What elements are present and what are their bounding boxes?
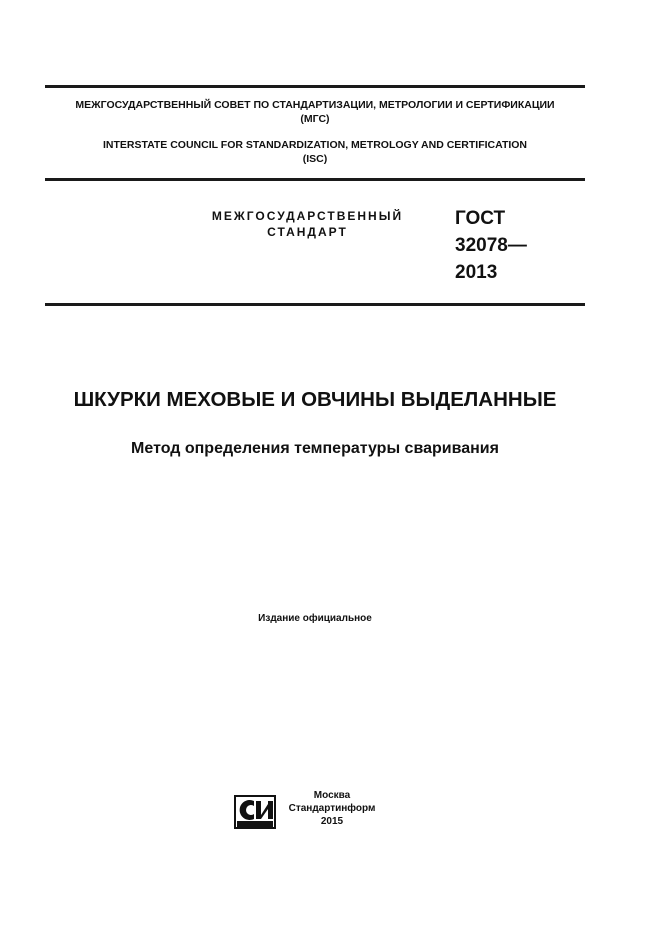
standartinform-logo-icon bbox=[234, 795, 276, 829]
standard-kind-line1: МЕЖГОСУДАРСТВЕННЫЙ bbox=[211, 209, 404, 223]
publisher-city: Москва bbox=[313, 790, 351, 801]
header-rule bbox=[45, 303, 585, 306]
gost-number: 32078— bbox=[455, 235, 527, 256]
gost-year: 2013 bbox=[455, 262, 498, 283]
top-rule bbox=[45, 85, 585, 88]
gost-designation bbox=[455, 205, 527, 286]
publisher-year: 2015 bbox=[320, 816, 344, 827]
council-ru-abbr: (МГС) bbox=[300, 113, 330, 125]
gost-prefix: ГОСТ bbox=[455, 208, 506, 229]
standard-kind-line2: СТАНДАРТ bbox=[267, 225, 348, 239]
council-rule bbox=[45, 178, 585, 181]
document-title: ШКУРКИ МЕХОВЫЕ И ОВЧИНЫ ВЫДЕЛАННЫЕ bbox=[73, 388, 557, 411]
council-ru-line: МЕЖГОСУДАРСТВЕННЫЙ СОВЕТ ПО СТАНДАРТИЗАЦИИ, МЕТРОЛОГИИ И СЕРТИФИКАЦИИ bbox=[75, 99, 555, 111]
publisher-block bbox=[282, 789, 382, 828]
council-en-abbr: (ISC) bbox=[302, 153, 328, 165]
publisher-name: Стандартинформ bbox=[288, 803, 376, 814]
document-subtitle: Метод определения температуры сваривания bbox=[131, 440, 499, 457]
edition-note: Издание официальное bbox=[258, 613, 372, 624]
council-en-line: INTERSTATE COUNCIL FOR STANDARDIZATION, METROLOGY AND CERTIFICATION bbox=[102, 139, 528, 151]
